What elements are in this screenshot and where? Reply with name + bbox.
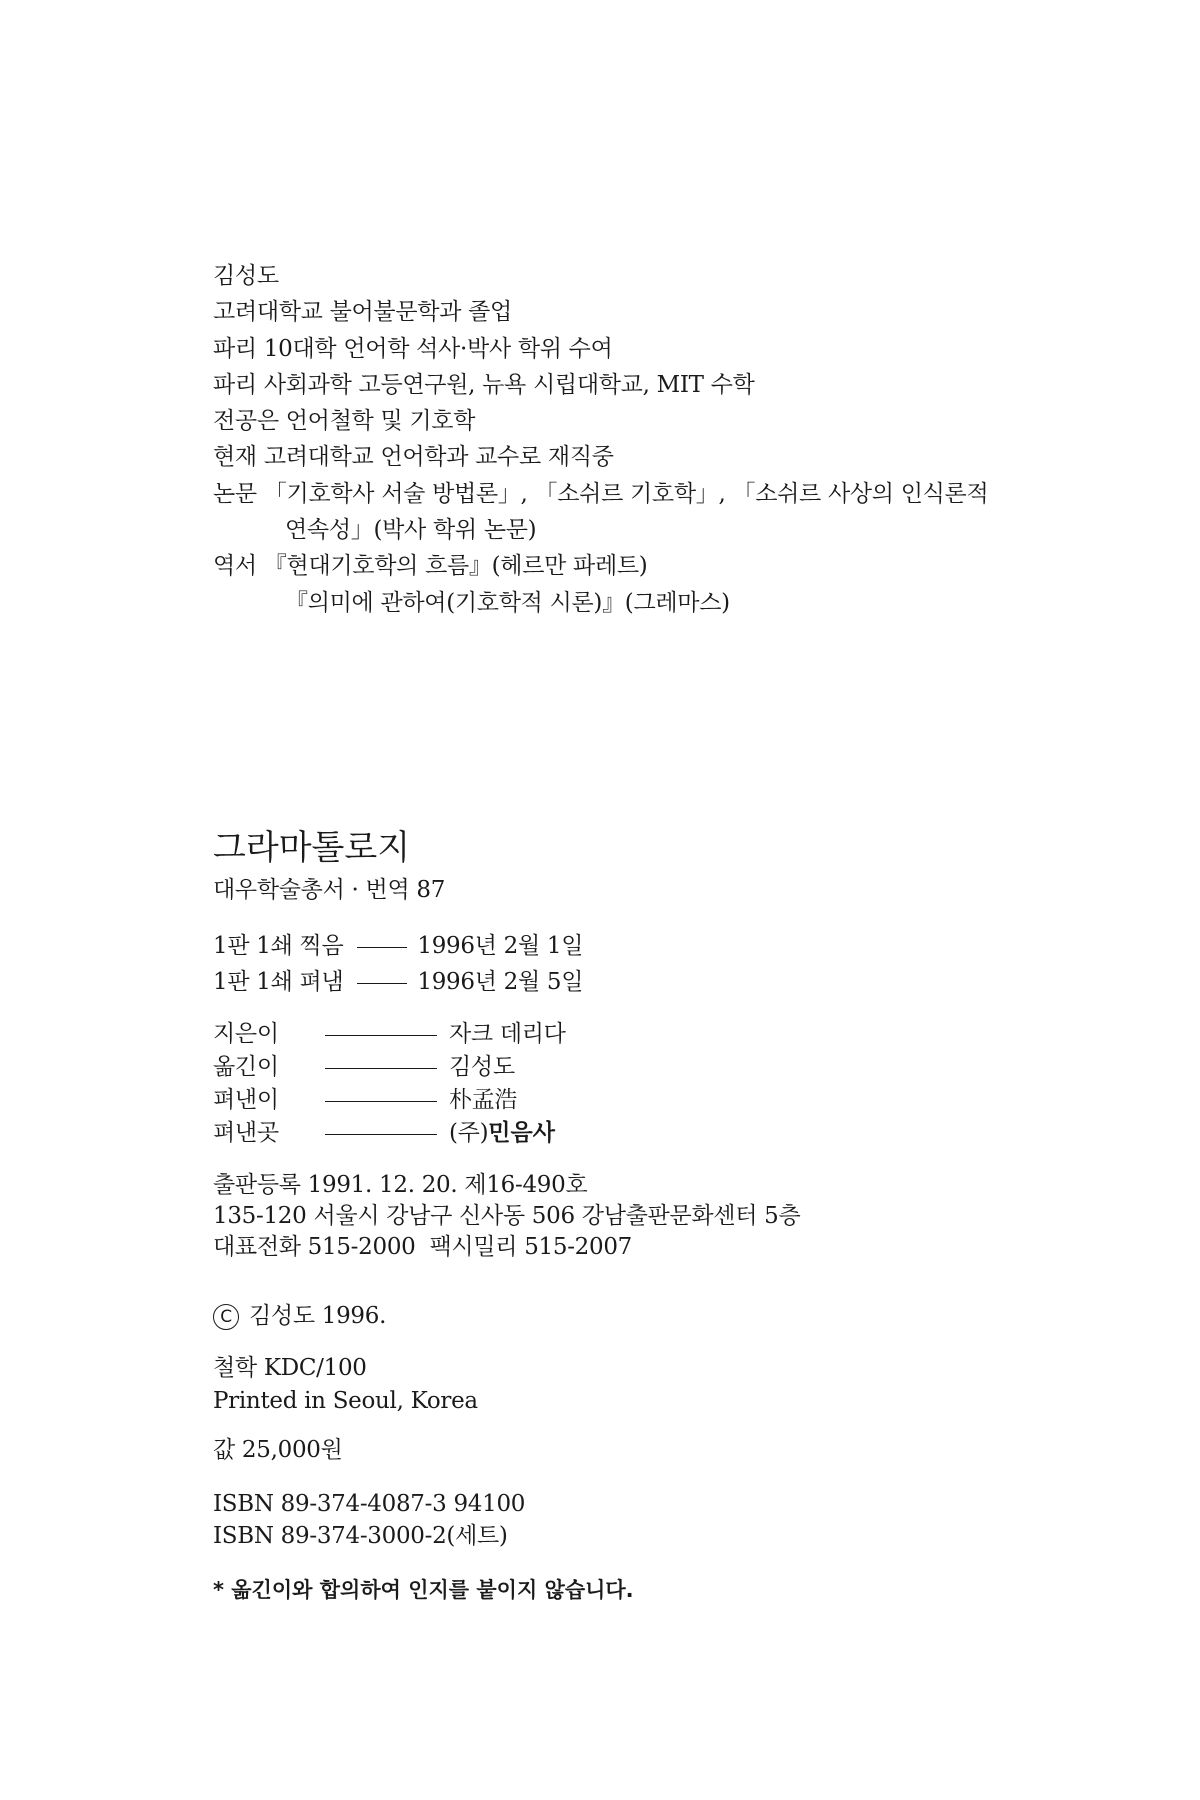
address-line: 135-120 서울시 강남구 신사동 506 강남출판문화센터 5층 bbox=[213, 1203, 801, 1229]
translator-name: 김성도 bbox=[213, 263, 279, 289]
credit-label: 펴낸곳 bbox=[213, 1120, 279, 1146]
credit-value: 자크 데리다 bbox=[449, 1021, 566, 1047]
publisher-name: 민음사 bbox=[488, 1120, 555, 1146]
credit-row bbox=[213, 1018, 1113, 1051]
print-date-value: 1996년 2월 1일 bbox=[417, 933, 584, 959]
publisher-prefix: (주) bbox=[449, 1120, 489, 1146]
stamp-notice bbox=[213, 1572, 1113, 1608]
phone-line: 대표전화 515-2000 팩시밀리 515-2007 bbox=[213, 1234, 632, 1260]
bio-papers-line: 논문 「기호학사 서술 방법론」, 「소쉬르 기호학」, 「소쉬르 사상의 인식론적 bbox=[213, 480, 989, 507]
notice-text: * 옮긴이와 합의하여 인지를 붙이지 않습니다. bbox=[213, 1578, 634, 1602]
credit-row bbox=[213, 1117, 1113, 1150]
bio-line: 전공은 언어철학 및 기호학 bbox=[213, 408, 476, 435]
price: 값 25,000원 bbox=[213, 1437, 343, 1463]
credit-label: 지은이 bbox=[213, 1021, 279, 1047]
copyright-icon: C bbox=[213, 1304, 239, 1330]
dash-divider bbox=[325, 1068, 437, 1069]
bio-line: 현재 고려대학교 언어학과 교수로 재직중 bbox=[213, 444, 614, 471]
bio-translations-line: 역서 『현대기호학의 흐름』(헤르만 파레트) bbox=[213, 553, 648, 580]
book-title: 그라마톨로지 bbox=[213, 828, 411, 868]
credits bbox=[213, 1018, 1113, 1150]
isbn-line: ISBN 89-374-4087-3 94100 bbox=[213, 1491, 526, 1517]
dash-divider bbox=[325, 1134, 437, 1135]
bio-line: 고려대학교 불어불문학과 졸업 bbox=[213, 299, 512, 326]
credit-label: 옮긴이 bbox=[213, 1054, 279, 1080]
isbn-block bbox=[213, 1488, 1113, 1552]
credit-value: 김성도 bbox=[449, 1054, 515, 1080]
copyright bbox=[213, 1298, 1113, 1334]
dash-divider bbox=[325, 1035, 437, 1036]
credit-row bbox=[213, 1051, 1113, 1084]
bio-translations-continuation: 『의미에 관하여(기호학적 시론)』(그레마스) bbox=[285, 589, 730, 616]
printed-in: Printed in Seoul, Korea bbox=[213, 1388, 478, 1414]
print-date-value: 1996년 2월 5일 bbox=[417, 969, 584, 995]
bio-line: 파리 사회과학 고등연구원, 뉴욕 시립대학교, MIT 수학 bbox=[213, 371, 755, 398]
classification-code: 철학 KDC/100 bbox=[213, 1355, 367, 1381]
print-date-label: 1판 1쇄 찍음 bbox=[213, 933, 344, 959]
dash-divider bbox=[357, 983, 407, 984]
copyright-text: 김성도 1996. bbox=[249, 1303, 387, 1329]
registration-info bbox=[213, 1170, 1113, 1263]
print-dates bbox=[213, 928, 1113, 1000]
book-series: 대우학술총서 · 번역 87 bbox=[213, 877, 446, 903]
credit-label: 펴낸이 bbox=[213, 1087, 279, 1113]
print-date-label: 1판 1쇄 펴냄 bbox=[213, 969, 344, 995]
credit-row bbox=[213, 1084, 1113, 1117]
print-date-row bbox=[213, 964, 1113, 1000]
dash-divider bbox=[357, 947, 407, 948]
dash-divider bbox=[325, 1101, 437, 1102]
isbn-line: ISBN 89-374-3000-2(세트) bbox=[213, 1523, 508, 1549]
credit-value: 朴孟浩 bbox=[449, 1087, 518, 1113]
classification bbox=[213, 1352, 1113, 1418]
registration-line: 출판등록 1991. 12. 20. 제16-490호 bbox=[213, 1172, 588, 1198]
bio-line: 파리 10대학 언어학 석사·박사 학위 수여 bbox=[213, 335, 613, 362]
translator-bio bbox=[213, 258, 1113, 621]
bio-papers-continuation: 연속성」(박사 학위 논문) bbox=[285, 517, 537, 544]
print-date-row bbox=[213, 928, 1113, 964]
